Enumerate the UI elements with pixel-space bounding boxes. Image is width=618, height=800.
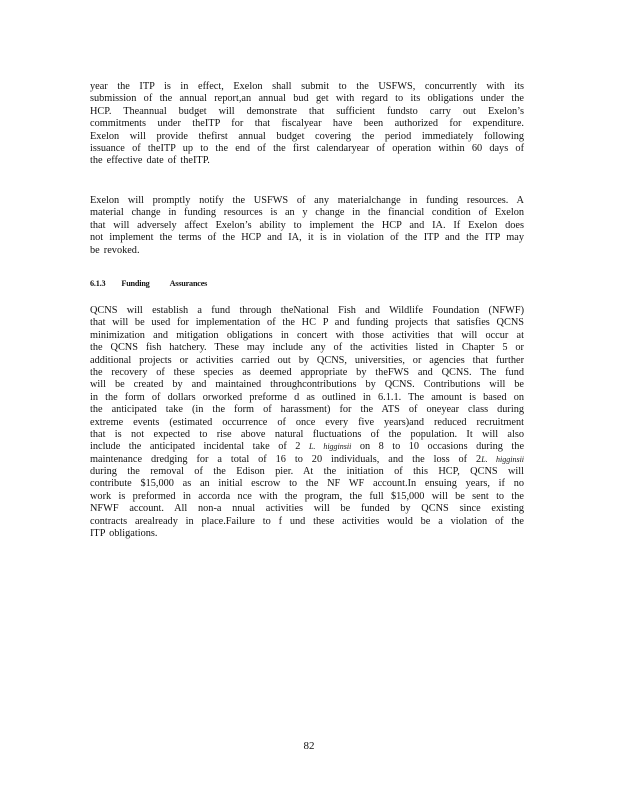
- text-line: NFWF account. All non-a nnual activities will be funded by QCNS since existing: [90, 503, 524, 515]
- section-number: 6.1.3: [90, 279, 106, 288]
- text-line: will be created by and maintained throughcontributions by QCNS. Contributions will be: [90, 379, 524, 391]
- text-line: that will be used for implementation of the HC P and funding projects that satisfies QCNS: [90, 317, 524, 329]
- text-line: contracts arealready in place.Failure to f und these activities would be a violation of the: [90, 515, 524, 527]
- paragraph-funding-assurances: [90, 305, 524, 540]
- text-line: material change in funding resources is an y change in the financial condition of Exelon: [90, 207, 524, 219]
- text-line: not implement the terms of the HCP and IA, it is in violation of the ITP and the ITP may: [90, 232, 524, 244]
- page-number: 82: [303, 740, 315, 752]
- text-segment: include the anticipated incidental take of 2: [90, 441, 301, 453]
- text-line: year the ITP is in effect, Exelon shall submit to the USFWS, concurrently with its: [90, 81, 524, 92]
- text-line: in the form of dollars orworked preforme d as outlined in 6.1.1. The amount is based on: [90, 391, 524, 403]
- text-line: the recovery of these species as deemed appropriate by theFWS and QCNS. The fund: [90, 366, 524, 378]
- species-name: L. higginsii: [481, 454, 525, 464]
- text-line: work is preformed in accorda nce with the program, the full $15,000 will be sent to the: [90, 490, 524, 502]
- text-line: Exelon will promptly notify the USFWS of any materialchange in funding resources. A: [90, 195, 524, 206]
- text-line: contribute $15,000 as an initial escrow to the NF WF account.In ensuing years, if no: [90, 478, 524, 490]
- text-segment: maintenance dredging for a total of 16 to 20 individuals, and the loss of 2: [90, 453, 482, 465]
- section-heading: [90, 279, 207, 288]
- text-line: that will adversely affect Exelon’s ability to implement the HCP and IA. If Exelon does: [90, 219, 524, 231]
- text-line: [90, 454, 524, 466]
- text-line: minimization and mitigation obligations in concert with those activities that will occur at: [90, 329, 524, 341]
- paragraph-annual-budget: [90, 81, 524, 168]
- text-line: ITP obligations.: [90, 528, 158, 540]
- section-title-word: Assurances: [169, 279, 208, 288]
- text-line: the anticipated take (in the form of harassment) for the ATS of oneyear class during: [90, 404, 524, 416]
- text-line: be revoked.: [90, 244, 140, 256]
- text-line: additional projects or activities carried out by QCNS, universities, or agencies that further: [90, 354, 524, 366]
- text-line: submission of the annual report,an annual bud get with regard to its obligations under the: [90, 93, 524, 105]
- text-line: the QCNS fish hatchery. These may include any of the activities listed in Chapter 5 or: [90, 342, 524, 354]
- text-segment: on 8 to 10 occasions during the: [359, 441, 525, 453]
- text-line: QCNS will establish a fund through theNational Fish and Wildlife Foundation (NFWF): [90, 305, 524, 316]
- text-line: HCP. Theannual budget will demonstrate that sufficient fundsto carry out Exelon’s: [90, 105, 524, 117]
- species-name: L. higginsii: [308, 442, 352, 452]
- text-line: [90, 441, 524, 453]
- text-line: issuance of theITP up to the end of the first calendaryear of operation within 60 days of: [90, 142, 524, 154]
- section-title-word: Funding: [121, 279, 150, 288]
- text-line: that is not expected to rise above natural fluctuations of the population. It will also: [90, 428, 524, 440]
- text-line: during the removal of the Edison pier. At the initiation of this HCP, QCNS will: [90, 466, 524, 478]
- text-line: the effective date of theITP.: [90, 155, 210, 167]
- text-line: extreme events (estimated occurrence of once every five years)and reduced recruitment: [90, 416, 524, 428]
- paragraph-funding-change: [90, 195, 524, 257]
- text-line: commitments under theITP for that fiscalyear have been authorized for expenditure.: [90, 118, 524, 130]
- text-line: Exelon will provide thefirst annual budget covering the period immediately following: [90, 130, 524, 142]
